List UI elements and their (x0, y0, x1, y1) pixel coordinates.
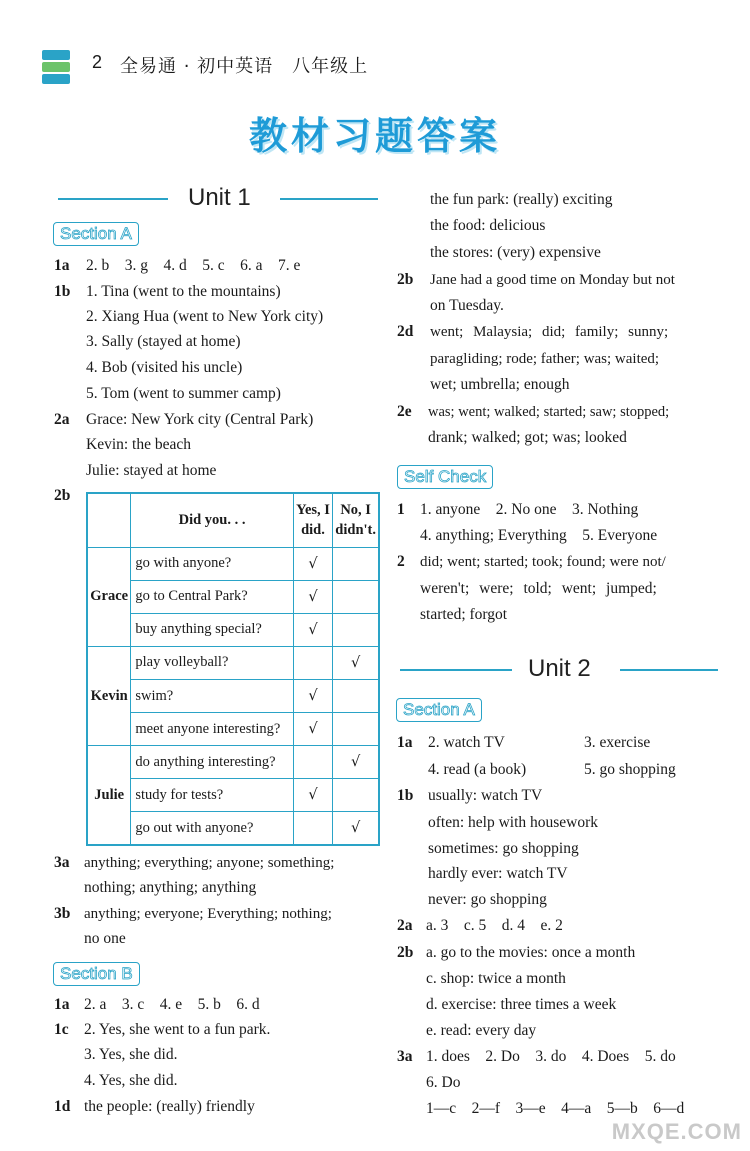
table-yes-cell: √ (293, 680, 333, 713)
u1-a3b-line: no one (84, 930, 126, 947)
u1-a1b-line: 5. Tom (went to summer camp) (86, 385, 281, 402)
table-no-cell (333, 779, 379, 812)
u1-b2d-line: wet; umbrella; enough (430, 376, 570, 393)
u1-s2-line: started; forgot (420, 606, 508, 623)
u1-b2b-line: Jane had a good time on Monday but not (430, 272, 675, 288)
u2-a1b-line: hardly ever: watch TV (428, 865, 568, 882)
u1-b1d-line: the people: (really) friendly (84, 1098, 255, 1115)
table-question: go with anyone? (131, 547, 293, 580)
u2-a2b-line: e. read: every day (426, 1022, 537, 1039)
u1-b2e-line: was; went; walked; started; saw; stopped; (428, 404, 670, 420)
u2-a1a-line: 2. watch TV (428, 734, 505, 751)
u1-a2a-line: Kevin: the beach (86, 436, 192, 453)
u1-b2e-num: 2e (397, 403, 412, 420)
table-no-head: No, I didn't. (333, 493, 379, 547)
table-name-cell: Grace (87, 547, 131, 646)
table-yes-cell: √ (293, 779, 333, 812)
u1-a2a-line: Julie: stayed at home (86, 462, 217, 479)
u1-a3a-line: anything; everything; anyone; something; (84, 855, 335, 871)
u1-b1d-line: the fun park: (really) exciting (430, 191, 613, 208)
table-question: do anything interesting? (131, 746, 293, 779)
u1-b2e-line: drank; walked; got; was; looked (428, 429, 627, 446)
u1-b1c-line: 4. Yes, she did. (84, 1072, 178, 1089)
table-yes-cell: √ (293, 580, 333, 613)
u2-a1b-line: usually: watch TV (428, 787, 543, 804)
u2-a2b-num: 2b (397, 944, 414, 961)
u2-a2b-line: d. exercise: three times a week (426, 996, 617, 1013)
table-yes-cell: √ (293, 613, 333, 646)
table-no-cell: √ (333, 746, 379, 779)
u2-a1b-line: never: go shopping (428, 891, 547, 908)
u1-a2a-num: 2a (54, 411, 70, 428)
table-corner (87, 493, 131, 547)
unit2-heading: Unit 2 (400, 655, 718, 685)
table-yes-cell (293, 746, 333, 779)
u1-b1c-line: 3. Yes, she did. (84, 1046, 178, 1063)
site-watermark: MXQE.COM (611, 1119, 742, 1144)
u1-a2b-num: 2b (54, 487, 71, 504)
u2-a3a-line: 1—c 2—f 3—e 4—a 5—b 6—d (426, 1100, 685, 1117)
section-b-tag: Section B (53, 962, 140, 986)
u2-a1b-num: 1b (397, 787, 414, 804)
u1-s1-line: 1. anyone 2. No one 3. Nothing (420, 501, 639, 518)
did-you-table (86, 492, 380, 846)
book-logo-icon (42, 48, 82, 84)
u1-b1c-line: 2. Yes, she went to a fun park. (84, 1021, 271, 1038)
u2-a3a-num: 3a (397, 1048, 413, 1065)
u1-a1b-line: 2. Xiang Hua (went to New York city) (86, 308, 324, 325)
table-col-head: Did you. . . (131, 493, 293, 547)
u2-a1b-line: often: help with housework (428, 814, 599, 831)
page-title: 教材习题答案 (248, 114, 501, 158)
table-question: buy anything special? (131, 613, 293, 646)
u1-s2-line: weren't; were; told; went; jumped; (420, 580, 657, 597)
u1-a2a-line: Grace: New York city (Central Park) (86, 411, 314, 428)
u2-a3a-line: 1. does 2. Do 3. do 4. Does 5. do (426, 1048, 676, 1065)
u1-b1d-line: the food: delicious (430, 217, 546, 234)
u2-a1a-num: 1a (397, 734, 413, 751)
unit2-section-a-tag: Section A (396, 698, 482, 722)
table-yes-cell (293, 812, 333, 845)
u2-a1a-line: 3. exercise (584, 734, 651, 751)
u1-b1a-num: 1a (54, 996, 70, 1013)
u1-b2d-num: 2d (397, 323, 414, 340)
u1-b2d-line: paragliding; rode; father; was; waited; (430, 351, 660, 367)
u2-a1a-line: 5. go shopping (584, 761, 676, 778)
u1-a3a-num: 3a (54, 854, 70, 871)
u1-b2b-num: 2b (397, 271, 414, 288)
self-check-tag: Self Check (397, 465, 493, 489)
u1-a1b-line: 4. Bob (visited his uncle) (86, 359, 243, 376)
table-name-cell: Kevin (87, 646, 131, 745)
table-name-cell: Julie (87, 746, 131, 845)
u2-a2b-line: a. go to the movies: once a month (426, 944, 636, 961)
u1-b1d-num: 1d (54, 1098, 71, 1115)
u2-a3a-line: 6. Do (426, 1074, 461, 1091)
u1-a1a-num: 1a (54, 257, 70, 274)
table-no-cell (333, 547, 379, 580)
u1-a1a-text: 2. b 3. g 4. d 5. c 6. a 7. e (86, 257, 301, 274)
table-yes-cell: √ (293, 547, 333, 580)
u1-a3b-line: anything; everyone; Everything; nothing; (84, 906, 332, 922)
u1-a1b-line: 1. Tina (went to the mountains) (86, 283, 281, 300)
table-no-cell (333, 713, 379, 746)
table-no-cell: √ (333, 646, 379, 679)
u2-a1a-line: 4. read (a book) (428, 761, 527, 778)
u1-b1c-num: 1c (54, 1021, 69, 1038)
page-number: 2 (92, 52, 103, 72)
section-a-tag: Section A (53, 222, 139, 246)
u2-a2a-text: a. 3 c. 5 d. 4 e. 2 (426, 917, 563, 934)
u2-a2a-num: 2a (397, 917, 413, 934)
u1-a3b-num: 3b (54, 905, 71, 922)
u1-b2b-line: on Tuesday. (430, 297, 504, 314)
u1-a1b-num: 1b (54, 283, 71, 300)
u1-a3a-line: nothing; anything; anything (84, 879, 257, 896)
u1-s2-line: did; went; started; took; found; were not/ (420, 554, 666, 570)
table-yes-cell: √ (293, 713, 333, 746)
u1-b2d-line: went; Malaysia; did; family; sunny; (430, 324, 669, 340)
u1-s2-num: 2 (397, 553, 405, 570)
table-question: study for tests? (131, 779, 293, 812)
table-question: go out with anyone? (131, 812, 293, 845)
u1-b1a-text: 2. a 3. c 4. e 5. b 6. d (84, 996, 260, 1013)
table-question: swim? (131, 680, 293, 713)
table-no-cell (333, 680, 379, 713)
table-no-cell (333, 613, 379, 646)
page-header (42, 48, 702, 88)
u2-a1b-line: sometimes: go shopping (428, 840, 579, 857)
table-yes-cell (293, 646, 333, 679)
unit1-heading: Unit 1 (58, 184, 378, 214)
u1-s1-num: 1 (397, 501, 405, 518)
u1-b1d-line: the stores: (very) expensive (430, 244, 601, 261)
table-question: meet anyone interesting? (131, 713, 293, 746)
book-title: 全易通 · 初中英语 八年级上 (120, 56, 369, 77)
table-question: play volleyball? (131, 646, 293, 679)
u1-s1-line: 4. anything; Everything 5. Everyone (420, 527, 658, 544)
table-yes-head: Yes, I did. (293, 493, 333, 547)
u2-a2b-line: c. shop: twice a month (426, 970, 566, 987)
u1-a1b-line: 3. Sally (stayed at home) (86, 333, 241, 350)
table-question: go to Central Park? (131, 580, 293, 613)
table-no-cell: √ (333, 812, 379, 845)
table-no-cell (333, 580, 379, 613)
